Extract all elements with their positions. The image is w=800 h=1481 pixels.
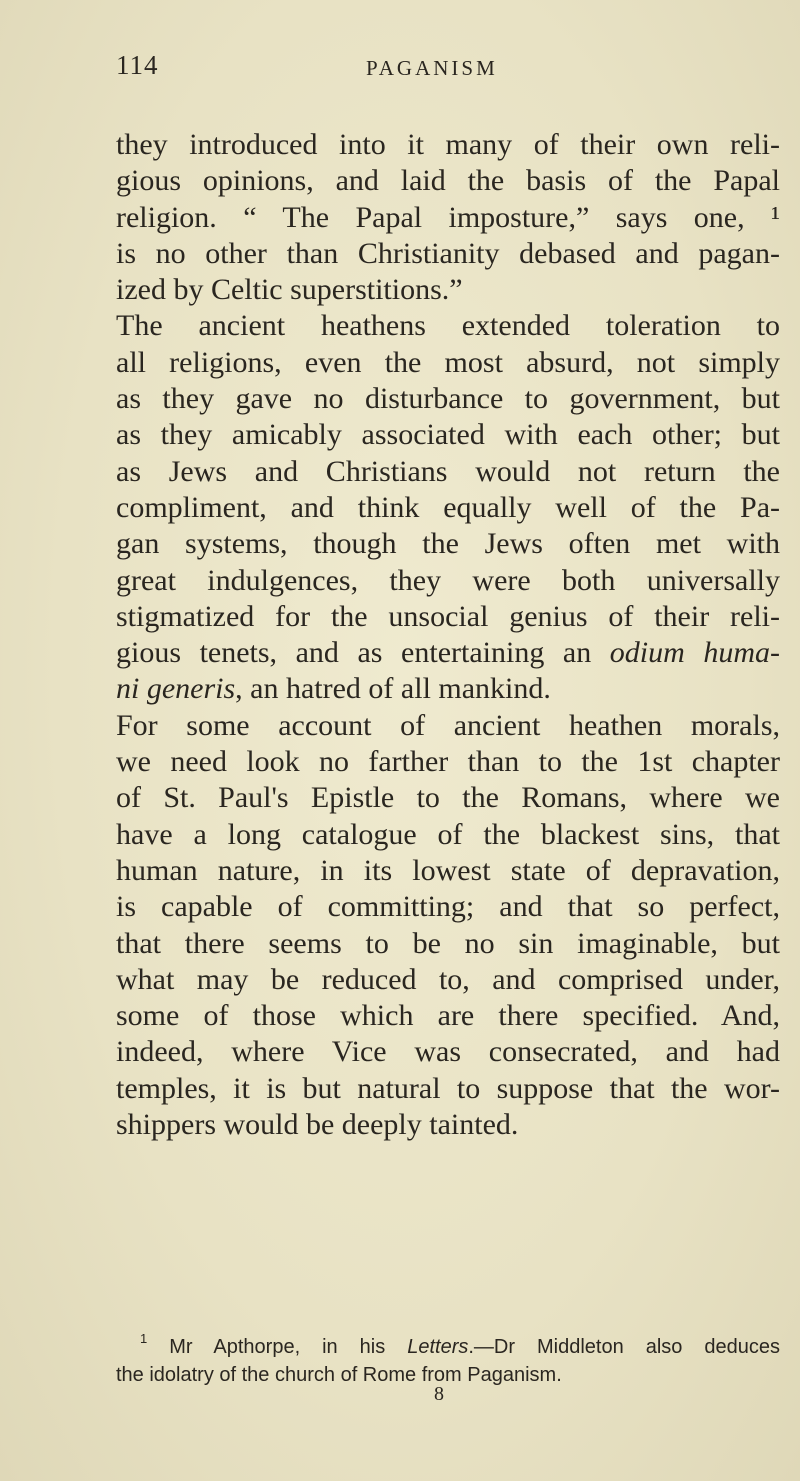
text-line: ized by Celtic superstitions.” bbox=[116, 273, 463, 307]
paragraph-start-line: The ancient heathens extended toleration to bbox=[116, 309, 780, 343]
text-line: some of those which are there specified. And, bbox=[116, 999, 780, 1033]
text-line: is capable of committing; and that so perfect, bbox=[116, 890, 780, 924]
footnote-line: the idolatry of the church of Rome from Paganism. bbox=[116, 1364, 562, 1386]
signature-mark: 8 bbox=[434, 1383, 444, 1405]
text-line-with-italic: gious tenets, and as entertaining an odium huma- bbox=[116, 636, 781, 670]
text-line: human nature, in its lowest state of depravation, bbox=[116, 853, 780, 887]
running-head: PAGANISM bbox=[366, 56, 498, 80]
footnote bbox=[116, 1325, 780, 1389]
body-text bbox=[116, 127, 780, 1143]
footnote-marker: 1 bbox=[140, 1331, 148, 1346]
text-line: stigmatized for the unsocial genius of their reli- bbox=[116, 599, 780, 633]
text-line: as they gave no disturbance to government, but bbox=[116, 382, 780, 416]
text-line: gan systems, though the Jews often met with bbox=[116, 527, 780, 561]
text-line: they introduced into it many of their own reli- bbox=[116, 128, 780, 161]
page-number: 114 bbox=[116, 50, 159, 80]
text-line: gious opinions, and laid the basis of the Papal bbox=[116, 164, 780, 198]
text-line: what may be reduced to, and comprised under, bbox=[116, 962, 780, 996]
text-line: that there seems to be no sin imaginable, but bbox=[116, 926, 780, 960]
italic-phrase: odium huma- bbox=[609, 636, 781, 670]
text-line: as Jews and Christians would not return the bbox=[116, 454, 780, 488]
text-line-with-italic: ni generis, an hatred of all mankind. bbox=[116, 672, 551, 706]
italic-phrase: ni generis bbox=[116, 672, 236, 706]
text-line: as they amicably associated with each other; but bbox=[116, 418, 780, 452]
text-line: is no other than Christianity debased and pagan- bbox=[116, 236, 780, 270]
text-line: have a long catalogue of the blackest sins, that bbox=[116, 817, 780, 851]
text-line: we need look no farther than to the 1st chapter bbox=[116, 745, 780, 779]
text-line: indeed, where Vice was consecrated, and had bbox=[116, 1035, 780, 1069]
text-line: shippers would be deeply tainted. bbox=[116, 1108, 519, 1142]
paragraph-start-line: For some account of ancient heathen morals, bbox=[116, 708, 780, 742]
footnote-line: $^1$ Mr Apthorpe, in his Letters.—Dr Middleton also deduces bbox=[140, 1331, 780, 1358]
text-line: all religions, even the most absurd, not simply bbox=[116, 345, 780, 379]
text-line: religion. “ The Papal imposture,” says one, ¹ bbox=[116, 200, 780, 234]
text-line: compliment, and think equally well of the Pa- bbox=[116, 490, 780, 524]
text-line: great indulgences, they were both universally bbox=[116, 563, 780, 597]
page-header bbox=[0, 50, 800, 90]
text-line: of St. Paul's Epistle to the Romans, where we bbox=[116, 781, 780, 815]
italic-phrase: Letters bbox=[407, 1336, 469, 1358]
text-line: temples, it is but natural to suppose that the wor- bbox=[116, 1071, 780, 1105]
